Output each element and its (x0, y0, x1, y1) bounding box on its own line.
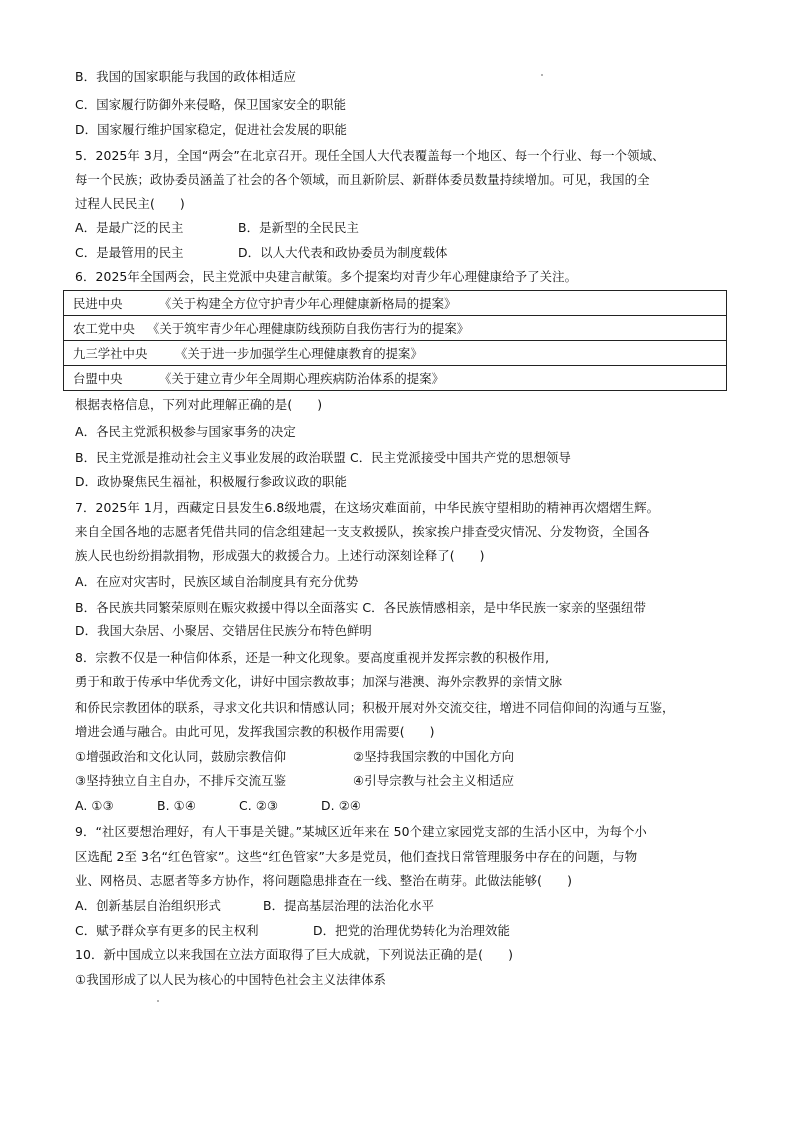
q7-option-bc: B．各民族共同繁荣原则在赈灾救援中得以全面落实 C．各民族情感相亲，是中华民族一家亲的坚强纽带 (75, 600, 646, 615)
q6-option-bc: B．民主党派是推动社会主义事业发展的政治联盟 C．民主党派接受中国共产党的思想领导 (75, 450, 572, 465)
table-row (64, 316, 727, 341)
q4-option-c: C．国家履行防御外来侵略，保卫国家安全的职能 (75, 97, 347, 112)
table-row (64, 341, 727, 366)
q4-option-d: D．国家履行维护国家稳定，促进社会发展的职能 (75, 122, 347, 137)
q5-option-d: D．以人大代表和政协委员为制度载体 (238, 245, 448, 260)
q10-statement-1: ①我国形成了以人民为核心的中国特色社会主义法律体系 (75, 972, 386, 987)
q7-stem-line-2: 来自全国各地的志愿者凭借共同的信念组建起一支支救援队，挨家挨户排查受灾情况、分发物资，全国各 (75, 524, 650, 539)
q9-stem-line-3: 业、网格员、志愿者等多方协作，将问题隐患排查在一线、整治在萌芽。此做法能够( ) (75, 873, 573, 888)
q8-statement-2: ②坚持我国宗教的中国化方向 (353, 749, 515, 764)
q9-stem-line-2: 区选配 2至 3名“红色管家”。这些“红色管家”大多是党员，他们查找日常管理服务中存在的问题，与物 (75, 849, 638, 864)
q9-option-b: B．提高基层治理的法治化水平 (263, 898, 434, 913)
party-name: 九三学社中央 (73, 346, 148, 361)
q5-stem-line-2: 每一个民族；政协委员涵盖了社会的各个领域，而且新阶层、新群体委员数量持续增加。可见，我国的全 (75, 172, 650, 187)
q5-option-a: A．是最广泛的民主 (75, 220, 184, 235)
table-row (64, 366, 727, 391)
q8-stem-line-4: 增进会通与融合。由此可见，发挥我国宗教的积极作用需要( ) (75, 724, 435, 739)
q6-option-a: A．各民主党派积极参与国家事务的决定 (75, 424, 296, 439)
q7-option-d: D．我国大杂居、小聚居、交错居住民族分布特色鲜明 (75, 623, 372, 638)
q8-option-a: A. ①③ (75, 798, 114, 813)
q8-statement-3: ③坚持独立自主自办，不排斥交流互鉴 (75, 773, 287, 788)
q5-stem-line-1: 5．2025年 3月，全国“两会”在北京召开。现任全国人大代表覆盖每一个地区、每一个行业、每一个领域、 (75, 148, 665, 163)
q5-option-b: B．是新型的全民民主 (238, 220, 360, 235)
q9-options-row-1 (75, 898, 434, 914)
proposal-title: 《关于筑牢青少年心理健康防线预防自我伤害行为的提案》 (147, 321, 470, 336)
q7-stem-line-1: 7．2025年 1月，西藏定日县发生6.8级地震，在这场灾难面前，中华民族守望相助的精神再次熠熠生辉。 (75, 500, 660, 515)
table-cell (64, 366, 727, 391)
proposal-title: 《关于构建全方位守护青少年心理健康新格局的提案》 (159, 296, 457, 311)
q8-statements-row-1 (75, 749, 515, 765)
q8-stem-line-1: 8．宗教不仅是一种信仰体系，还是一种文化现象。要高度重视并发挥宗教的积极作用, (75, 650, 550, 665)
table-cell (64, 341, 727, 366)
scan-speck (541, 74, 543, 76)
q5-options-row-2 (75, 245, 448, 261)
table-row (64, 291, 727, 316)
q5-option-c: C．是最管用的民主 (75, 245, 184, 260)
proposal-title: 《关于进一步加强学生心理健康教育的提案》 (175, 346, 423, 361)
q9-option-d: D．把党的治理优势转化为治理效能 (313, 923, 511, 938)
q8-statement-1: ①增强政治和文化认同，鼓励宗教信仰 (75, 749, 287, 764)
table-cell (64, 291, 727, 316)
q8-option-d: D. ②④ (321, 798, 362, 813)
proposal-title: 《关于建立青少年全周期心理疾病防治体系的提案》 (159, 371, 444, 386)
q8-option-b: B. ①④ (157, 798, 197, 813)
q8-option-c: C. ②③ (239, 798, 279, 813)
q6-option-d: D．政协聚焦民生福祉，积极履行参政议政的职能 (75, 474, 347, 489)
q9-options-row-2 (75, 923, 511, 939)
q9-stem-line-1: 9．“社区要想治理好，有人干事是关键。”某城区近年来在 50个建立家园党支部的生活小区中，为每个小 (75, 824, 647, 839)
q7-option-a: A．在应对灾害时，民族区域自治制度具有充分优势 (75, 574, 359, 589)
q8-stem-line-3: 和侨民宗教团体的联系，寻求文化共识和情感认同；积极开展对外交流交往，增进不同信仰间的沟通与互鉴， (75, 700, 675, 715)
q6-question: 根据表格信息，下列对此理解正确的是( ) (75, 397, 323, 412)
party-name: 农工党中央 (73, 321, 135, 336)
q7-stem-line-3: 族人民也纷纷捐款捐物，形成强大的救援合力。上述行动深刻诠释了( ) (75, 548, 485, 563)
q8-stem-line-2: 勇于和敢于传承中华优秀文化，讲好中国宗教故事；加深与港澳、海外宗教界的亲情文脉 (75, 674, 563, 689)
scan-speck (157, 1000, 159, 1002)
table-cell (64, 316, 727, 341)
q8-statement-4: ④引导宗教与社会主义相适应 (353, 773, 515, 788)
q8-statements-row-2 (75, 773, 515, 789)
q6-proposal-table (63, 290, 727, 391)
q5-stem-line-3: 过程人民民主( ) (75, 196, 185, 211)
q10-stem: 10．新中国成立以来我国在立法方面取得了巨大成就，下列说法正确的是( ) (75, 947, 514, 962)
q9-option-a: A．创新基层自治组织形式 (75, 898, 221, 913)
q9-option-c: C．赋予群众享有更多的民主权利 (75, 923, 259, 938)
q4-option-b: B．我国的国家职能与我国的政体相适应 (75, 69, 296, 84)
party-name: 民进中央 (73, 296, 123, 311)
q5-options-row-1 (75, 220, 360, 236)
party-name: 台盟中央 (73, 371, 123, 386)
q6-stem: 6．2025年全国两会，民主党派中央建言献策。多个提案均对青少年心理健康给予了关注。 (75, 269, 578, 284)
